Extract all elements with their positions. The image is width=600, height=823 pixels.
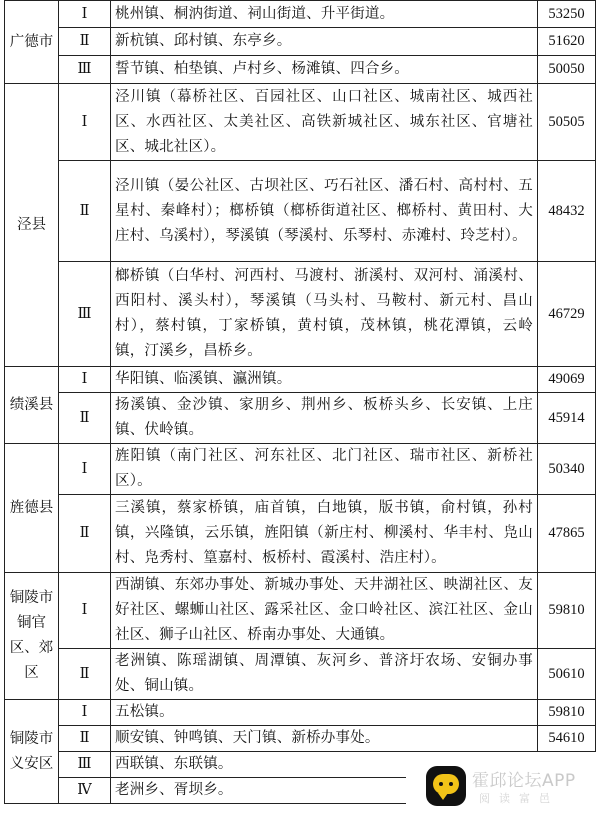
wage-zone-table (4, 0, 596, 804)
towns-list: 三溪镇，蔡家桥镇，庙首镇，白地镇，版书镇，俞村镇，孙村镇，兴隆镇，云乐镇，旌阳镇（新庄村、柳溪村、华丰村、凫山村、凫秀村、篁嘉村、板桥村、霞溪村、浩庄村）。 (111, 495, 538, 573)
towns-list: 西联镇、东联镇。 (111, 752, 538, 778)
towns-list: 老洲镇、陈瑶湖镇、周潭镇、灰河乡、普济圩农场、安铜办事处、铜山镇。 (111, 649, 538, 700)
towns-list: 老洲乡、胥坝乡。 (111, 778, 538, 804)
towns-list: 泾川镇（晏公社区、古坝社区、巧石社区、潘石村、高村村、五星村、秦峰村）；榔桥镇（榔桥街道社区、榔桥村、黄田村、大庄村、乌溪村），琴溪镇（琴溪村、乐琴村、赤滩村、玲芝村）。 (111, 161, 538, 262)
zone-level: Ⅱ (59, 28, 111, 56)
city-name: 铜陵市义安区 (5, 700, 59, 804)
wage-value: 50050 (538, 56, 596, 84)
towns-list: 泾川镇（幕桥社区、百园社区、山口社区、城南社区、城西社区、水西社区、太美社区、高铁新城社区、城东社区、官塘社区、城北社区）。 (111, 84, 538, 161)
wage-value: 51620 (538, 28, 596, 56)
wage-value: 59810 (538, 700, 596, 726)
wage-value: 54610 (538, 726, 596, 752)
towns-list: 榔桥镇（白华村、河西村、马渡村、浙溪村、双河村、涌溪村、西阳村、溪头村），琴溪镇（马头村、马鞍村、新元村、昌山村），蔡村镇，丁家桥镇，黄村镇，茂林镇，桃花潭镇，云岭镇，汀溪乡，昌桥乡。 (111, 262, 538, 367)
zone-level: Ⅲ (59, 752, 111, 778)
zone-level: Ⅰ (59, 84, 111, 161)
zone-level: Ⅰ (59, 367, 111, 393)
table-row (5, 444, 596, 495)
table-row (5, 495, 596, 573)
city-name: 泾县 (5, 84, 59, 367)
zone-level: Ⅱ (59, 649, 111, 700)
towns-list: 旌阳镇（南门社区、河东社区、北门社区、瑞市社区、新桥社区）。 (111, 444, 538, 495)
city-name: 绩溪县 (5, 367, 59, 444)
zone-level: Ⅰ (59, 1, 111, 28)
wage-value: 53250 (538, 1, 596, 28)
towns-list: 扬溪镇、金沙镇、家朋乡、荆州乡、板桥头乡、长安镇、上庄镇、伏岭镇。 (111, 393, 538, 444)
chat-bubble-icon (426, 766, 466, 806)
towns-list: 顺安镇、钟鸣镇、天门镇、新桥办事处。 (111, 726, 538, 752)
towns-list: 华阳镇、临溪镇、瀛洲镇。 (111, 367, 538, 393)
wage-value: 46729 (538, 262, 596, 367)
zone-level: Ⅲ (59, 262, 111, 367)
wage-value: 59810 (538, 573, 596, 649)
zone-level: Ⅱ (59, 726, 111, 752)
table-row (5, 573, 596, 649)
table-row (5, 649, 596, 700)
wage-value: 50610 (538, 649, 596, 700)
zone-level: Ⅱ (59, 393, 111, 444)
city-name: 广德市 (5, 1, 59, 84)
wage-value: 50505 (538, 84, 596, 161)
table-row (5, 28, 596, 56)
wage-value: 45914 (538, 393, 596, 444)
zone-level: Ⅱ (59, 161, 111, 262)
towns-list: 五松镇。 (111, 700, 538, 726)
wage-value: 48432 (538, 161, 596, 262)
city-name: 旌德县 (5, 444, 59, 573)
wage-value: 49069 (538, 367, 596, 393)
towns-list: 新杭镇、邱村镇、东亭乡。 (111, 28, 538, 56)
towns-list: 西湖镇、东郊办事处、新城办事处、天井湖社区、映湖社区、友好社区、螺蛳山社区、露采社区、金口岭社区、滨江社区、金山社区、狮子山社区、桥南办事处、大通镇。 (111, 573, 538, 649)
city-name: 铜陵市铜官区、郊区 (5, 573, 59, 700)
table-row (5, 367, 596, 393)
table-row (5, 262, 596, 367)
zone-level: Ⅲ (59, 56, 111, 84)
watermark-subtitle: 阅读富邑 (479, 792, 559, 805)
wage-value: 50340 (538, 444, 596, 495)
app-watermark (406, 752, 600, 823)
table-row (5, 84, 596, 161)
towns-list: 桃州镇、桐汭街道、祠山街道、升平街道。 (111, 1, 538, 28)
table-body (5, 1, 596, 804)
table-row (5, 726, 596, 752)
zone-level: Ⅰ (59, 700, 111, 726)
table-row (5, 393, 596, 444)
zone-level: Ⅳ (59, 778, 111, 804)
watermark-title: 霍邱论坛APP (472, 771, 576, 791)
table-row (5, 1, 596, 28)
table-row (5, 700, 596, 726)
towns-list: 誓节镇、柏垫镇、卢村乡、杨滩镇、四合乡。 (111, 56, 538, 84)
table-row (5, 161, 596, 262)
zone-level: Ⅰ (59, 573, 111, 649)
wage-value: 47865 (538, 495, 596, 573)
zone-level: Ⅰ (59, 444, 111, 495)
zone-level: Ⅱ (59, 495, 111, 573)
table-row (5, 56, 596, 84)
